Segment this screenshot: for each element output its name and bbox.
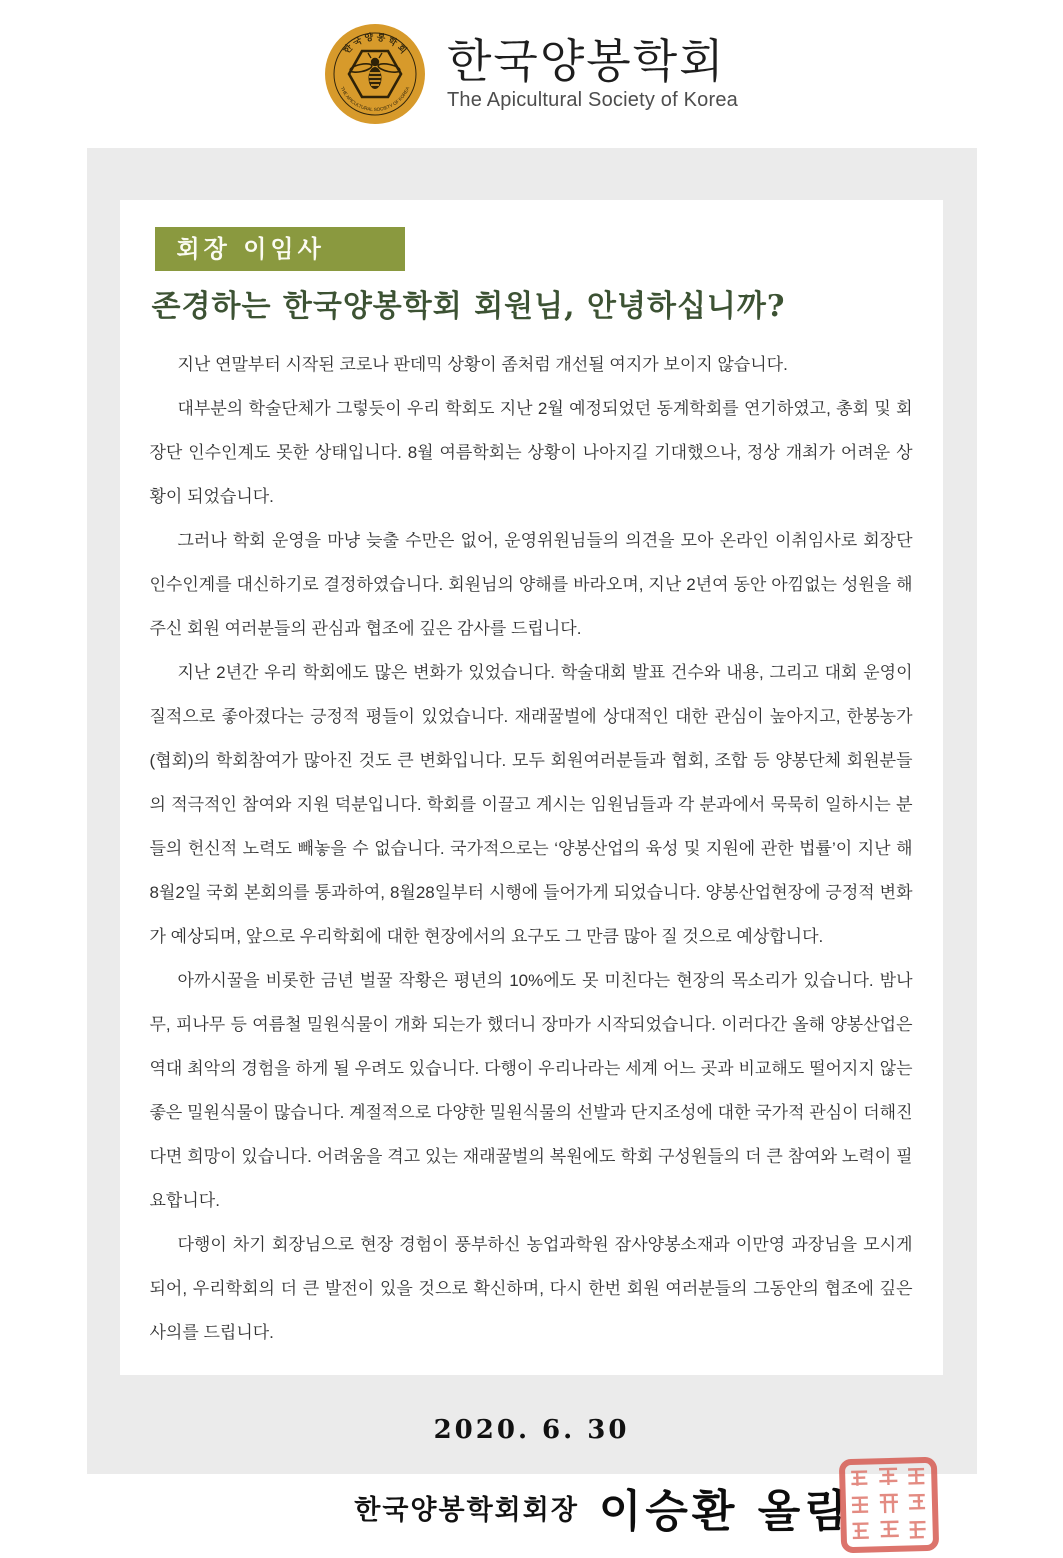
org-name-korean: 한국양봉학회 [447, 36, 738, 87]
org-name-english: The Apicultural Society of Korea [447, 89, 738, 112]
signature-row [202, 1461, 1063, 1553]
letter-card [120, 200, 943, 1375]
section-badge: 회장 이임사 [155, 227, 405, 271]
letter-paragraph: 다행이 차기 회장님으로 현장 경험이 풍부하신 농업과학원 잠사양봉소재과 이만영 과장님을 모시게 되어, 우리학회의 더 큰 발전이 있을 것으로 확신하며, 다시 한번 회원 여러분들의 그동안의 협조에 깊은 사의를 드립니다. [150, 1223, 913, 1355]
letter-paragraph: 지난 연말부터 시작된 코로나 판데믹 상황이 좀처럼 개선될 여지가 보이지 않습니다. [150, 343, 913, 387]
letter-section [87, 148, 977, 1474]
letter-date: 2020. 6. 30 [87, 1415, 977, 1445]
letter-paragraph: 대부분의 학술단체가 그렇듯이 우리 학회도 지난 2월 예정되었던 동계학회를 연기하였고, 총회 및 회장단 인수인계도 못한 상태입니다. 8월 여름학회는 상황이 나아지길 기대했으나, 정상 개최가 어려운 상황이 되었습니다. [150, 387, 913, 519]
letter-paragraph: 지난 2년간 우리 학회에도 많은 변화가 있었습니다. 학술대회 발표 건수와 내용, 그리고 대회 운영이 질적으로 좋아졌다는 긍정적 평들이 있었습니다. 재래꿀벌에 상대적인 대한 관심이 높아지고, 한봉농가(협회)의 학회참여가 많아진 것도 큰 변화입니다. 모두 회원여러분들과 협회, 조합 등 양봉단체 회원분들의 적극적인 참여와 지원 덕분입니다. 학회를 이끌고 계시는 임원님들과 각 분과에서 묵묵히 일하시는 분들의 헌신적 노력도 빼놓을 수 없습니다. 국가적으로는 ‘양봉산업의 육성 및 지원에 관한 법률’이 지난 해 8월2일 국회 본회의를 통과하여, 8월28일부터 시행에 들어가게 되었습니다. 양봉산업현장에 긍정적 변화가 예상되며, 앞으로 우리학회에 대한 현장에서의 요구도 그 만큼 많아 질 것으로 예상합니다. [150, 651, 913, 959]
site-header [87, 0, 977, 148]
letter-paragraph: 그러나 학회 운영을 마냥 늦출 수만은 없어, 운영위원님들의 의견을 모아 온라인 이취임사로 회장단 인수인계를 대신하기로 결정하였습니다. 회원님의 양해를 바라오며, 지난 2년여 동안 아낌없는 성원을 해 주신 회원 여러분들의 관심과 협조에 깊은 감사를 드립니다. [150, 519, 913, 651]
svg-text:한 국 양 봉 학 회: 한 국 양 봉 학 회 [340, 31, 409, 56]
letter-title: 존경하는 한국양봉학회 회원님, 안녕하십니까? [152, 287, 913, 327]
svg-text:THE APICULTURAL SOCIETY OF KOR: THE APICULTURAL SOCIETY OF KOREA [340, 85, 411, 112]
signature-role: 한국양봉학회회장 [354, 1488, 579, 1527]
signature-name: 이승환 올림 [599, 1475, 851, 1539]
bee-society-emblem-icon [325, 24, 425, 124]
letter-paragraph: 아까시꿀을 비롯한 금년 벌꿀 작황은 평년의 10%에도 못 미친다는 현장의 목소리가 있습니다. 밤나무, 피나무 등 여름철 밀원식물이 개화 되는가 했더니 장마가 시작되었습니다. 이러다간 올해 양봉산업은 역대 최악의 경험을 하게 될 우려도 있습니다. 다행이 우리나라는 세계 어느 곳과 비교해도 떨어지지 않는 좋은 밀원식물이 많습니다. 계절적으로 다양한 밀원식물의 선발과 단지조성에 대한 국가적 관심이 더해진다면 희망이 있습니다. 어려움을 격고 있는 재래꿀벌의 복원에도 학회 구성원들의 더 큰 참여와 노력이 필요합니다. [150, 959, 913, 1223]
brand [325, 24, 738, 124]
red-square-seal-stamp-icon [839, 1457, 939, 1553]
brand-text [447, 36, 738, 113]
page [87, 0, 977, 1474]
